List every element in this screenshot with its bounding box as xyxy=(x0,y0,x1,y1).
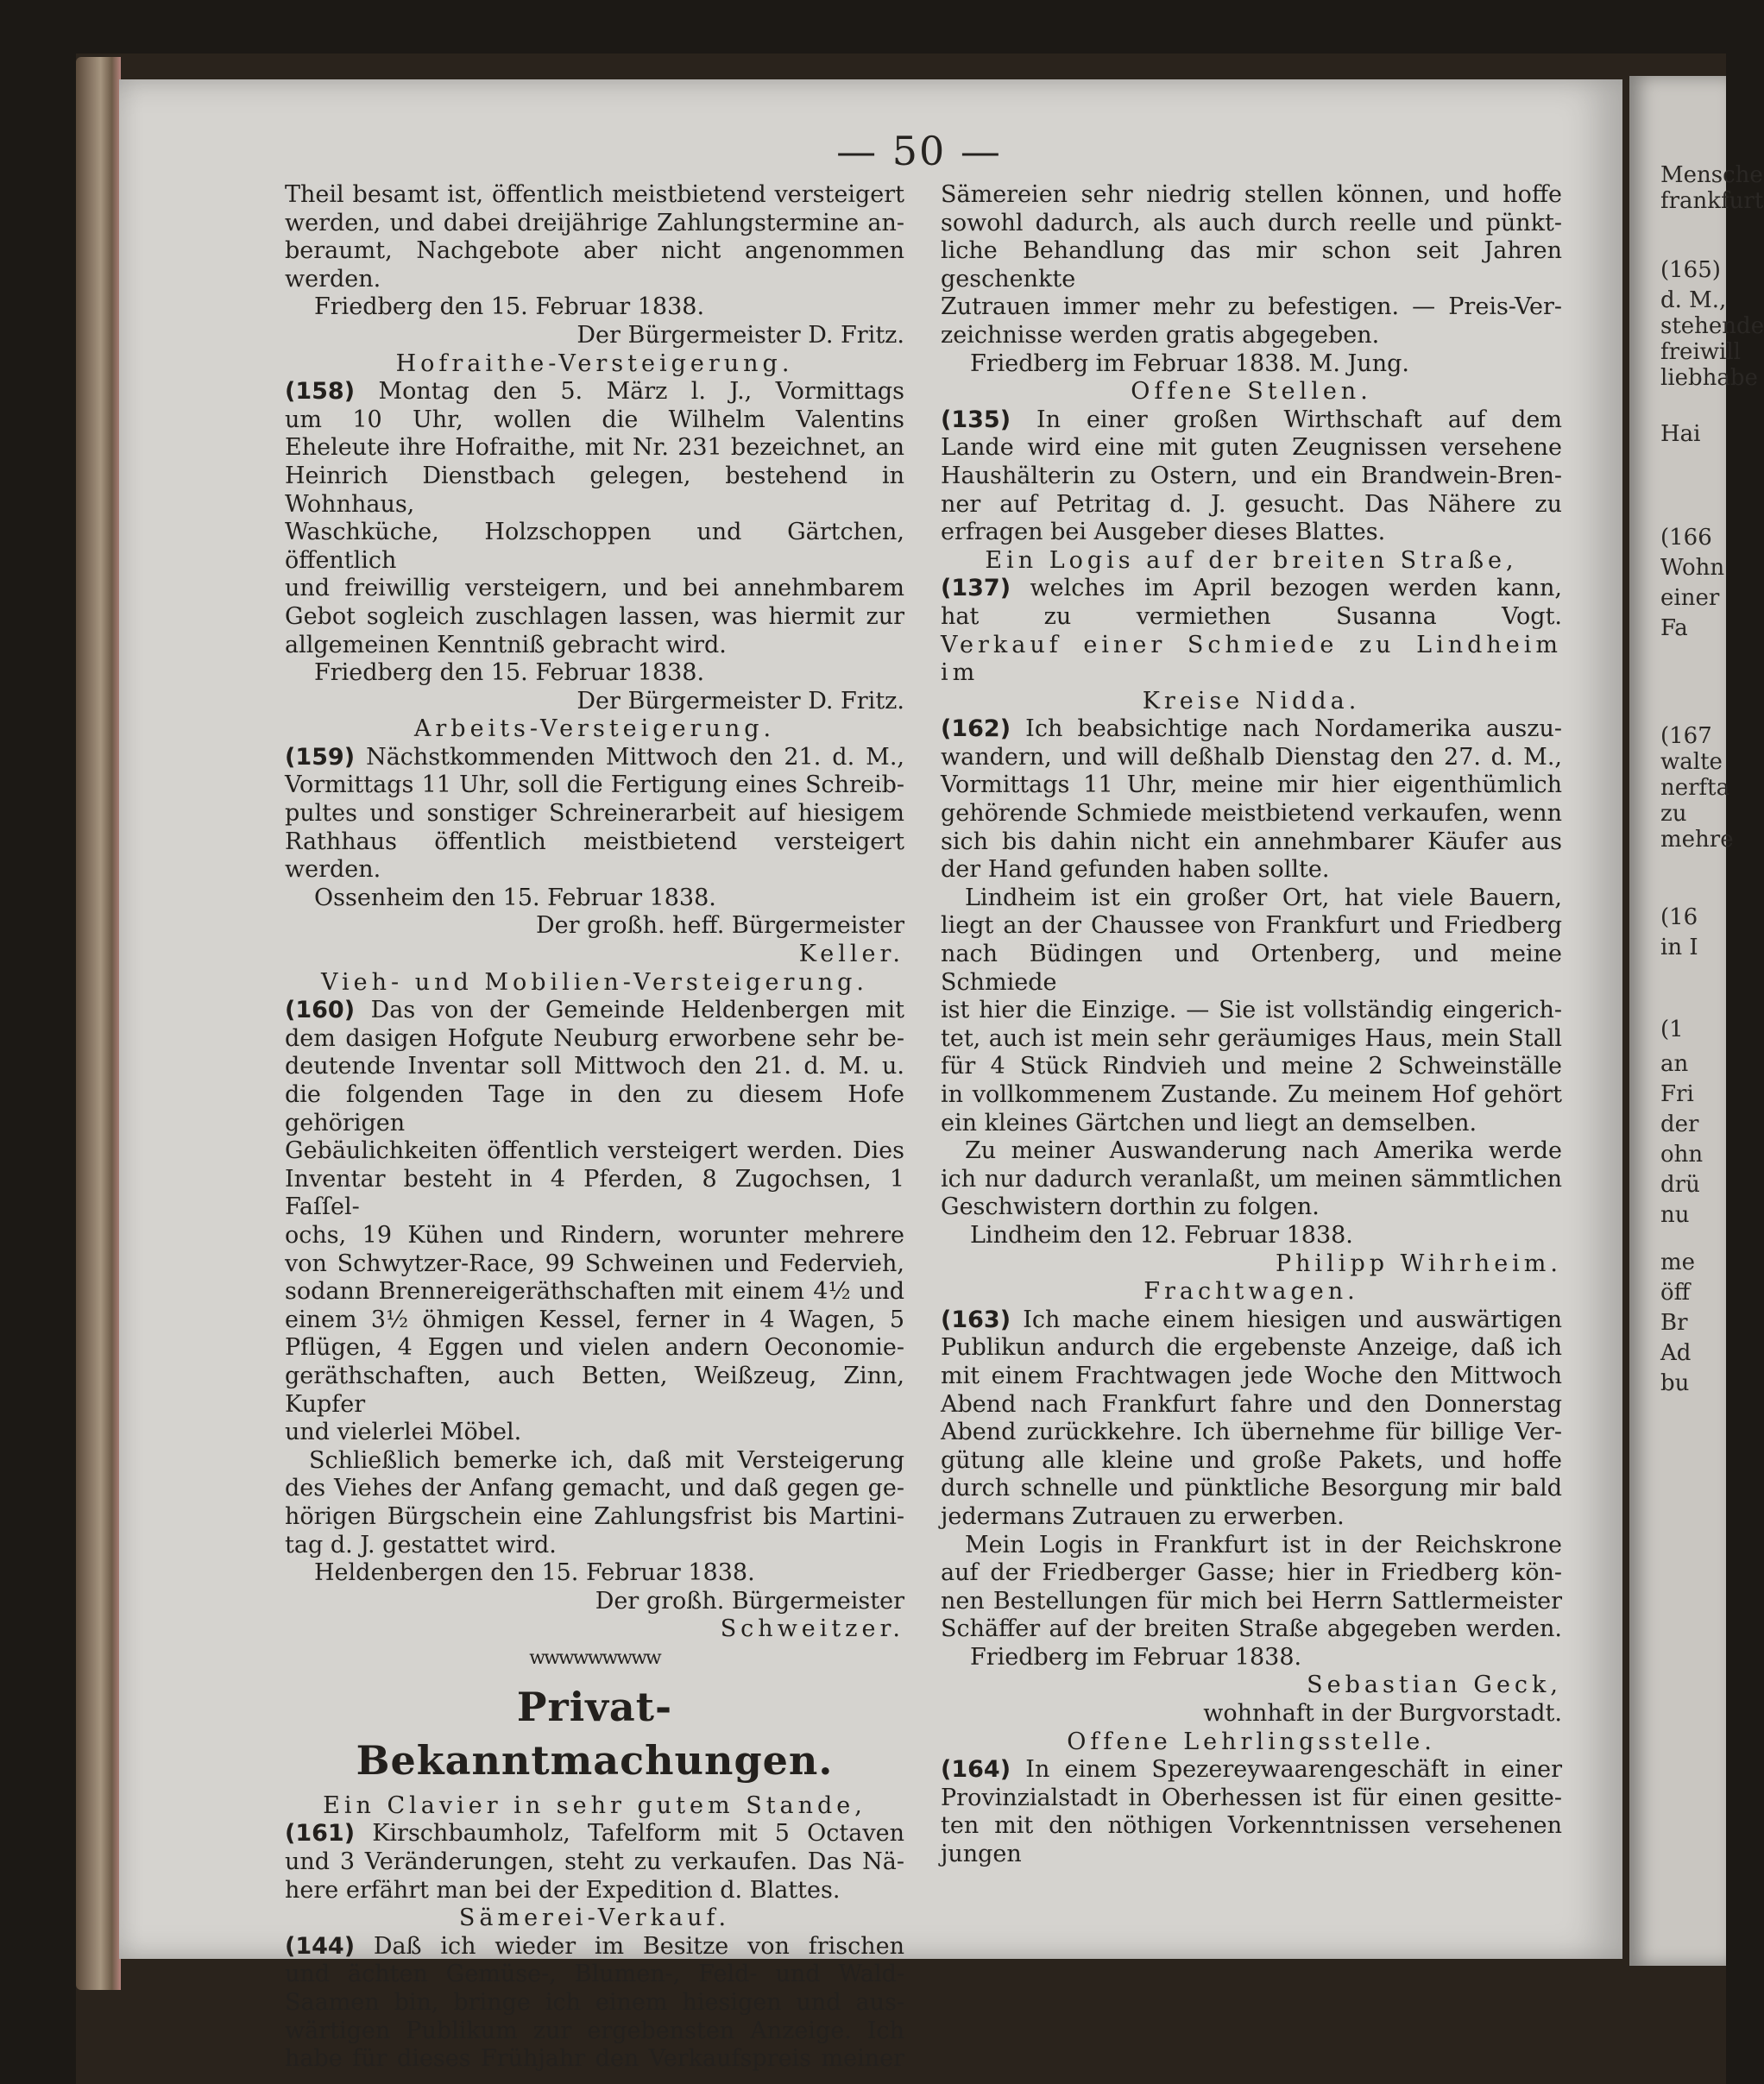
line-text: Arbeits-Versteigerung. xyxy=(413,715,776,743)
line-text: ten mit den nöthigen Vorkenntnissen versehenen jungen xyxy=(941,1812,1562,1868)
text-line xyxy=(941,350,1562,379)
line-text: Zu meiner Auswanderung nach Amerika werde xyxy=(965,1137,1562,1165)
line-text: wärtigen Publikum zur ergebensten Anzeige. Ich xyxy=(285,2017,904,2044)
line-text: zeichnisse werden gratis abgegeben. xyxy=(941,321,1380,349)
text-line xyxy=(941,1756,1562,1785)
text-line xyxy=(285,2045,904,2074)
line-text: erfragen bei Ausgeber dieses Blattes. xyxy=(941,519,1386,546)
text-line xyxy=(285,519,904,575)
facing-page-fragment: freiwill xyxy=(1660,339,1741,365)
text-line xyxy=(285,293,904,322)
text-line xyxy=(941,688,1562,716)
line-text: Frachtwagen. xyxy=(1143,1278,1359,1306)
line-text: hörigen Bürgschein eine Zahlungsfrist bis Martini- xyxy=(285,1502,904,1530)
right-column xyxy=(941,181,1562,1869)
text-line xyxy=(285,1820,904,1848)
text-line xyxy=(285,688,904,716)
facing-page-fragment: Wohn xyxy=(1660,555,1725,581)
line-text: Philipp Wihrheim. xyxy=(1275,1250,1562,1277)
line-text: Friedberg den 15. Februar 1838. xyxy=(314,293,705,321)
text-line xyxy=(285,1792,904,1821)
text-line xyxy=(941,1391,1562,1420)
line-text: hat zu vermiethen Susanna Vogt. xyxy=(941,602,1562,630)
text-line xyxy=(285,1053,904,1081)
line-text: Pflügen, 4 Eggen und vielen andern Oeconomie- xyxy=(285,1334,904,1362)
text-line xyxy=(285,1559,904,1588)
text-line xyxy=(941,997,1562,1025)
text-line xyxy=(941,575,1562,603)
line-text: In einer großen Wirthschaft auf dem xyxy=(1036,406,1562,433)
line-text: Verkauf einer Schmiede zu Lindheim im xyxy=(941,631,1562,687)
text-line xyxy=(941,293,1562,322)
facing-page xyxy=(1629,76,1764,1966)
text-line xyxy=(285,800,904,828)
line-text: der Hand gefunden haben sollte. xyxy=(941,856,1330,884)
line-text: Vormittags 11 Uhr, meine mir hier eigenthümlich xyxy=(941,771,1562,799)
line-text: Waschküche, Holzschoppen und Gärtchen, öffentlich xyxy=(285,519,904,574)
line-text: nach Büdingen und Ortenberg, und meine Schmiede xyxy=(941,941,1562,996)
text-line xyxy=(285,434,904,463)
line-text: Friedberg im Februar 1838. M. Jung. xyxy=(970,349,1409,377)
text-line xyxy=(285,1137,904,1166)
text-line xyxy=(285,1447,904,1476)
line-text: nen Bestellungen für mich bei Herrn Sattlermeister xyxy=(941,1587,1562,1615)
facing-page-fragment: öff xyxy=(1660,1280,1691,1306)
line-text: Saamen bin, bringe ich einem hiesigen und aus- xyxy=(285,1989,904,2017)
line-text: tet, auch ist mein sehr geräumiges Haus, mein Stall xyxy=(941,1024,1562,1052)
text-line xyxy=(285,2018,904,2046)
text-line xyxy=(285,912,904,941)
facing-page-fragment: liebhabe xyxy=(1660,365,1758,391)
text-line xyxy=(941,1250,1562,1279)
text-line xyxy=(941,491,1562,519)
text-line xyxy=(941,912,1562,941)
notice-number: (164) xyxy=(941,1756,1011,1784)
facing-page-fragment: Fri xyxy=(1660,1081,1694,1107)
line-text: Lande wird eine mit guten Zeugnissen versehene xyxy=(941,434,1562,462)
line-text: Inventar besteht in 4 Pferden, 8 Zugochsen, 1 Faſſel- xyxy=(285,1165,904,1221)
text-line xyxy=(941,434,1562,463)
text-line xyxy=(285,575,904,603)
line-text: Vormittags 11 Uhr, soll die Fertigung eines Schreib- xyxy=(285,771,904,799)
text-line xyxy=(285,181,904,210)
text-line xyxy=(285,1848,904,1877)
line-text: Daß ich wieder im Besitze von frischen xyxy=(373,1932,904,1960)
line-text: ich nur dadurch veranlaßt, um meinen sämmtlichen xyxy=(941,1165,1562,1193)
line-text: Keller. xyxy=(798,941,904,968)
text-line xyxy=(285,1961,904,1989)
facing-page-fragment: frankfurt xyxy=(1660,188,1764,214)
left-column-part-2 xyxy=(285,1792,904,2074)
line-text: Montag den 5. März l. J., Vormittags xyxy=(378,378,904,406)
line-text: ist hier die Einzige. — Sie ist vollständig eingerich- xyxy=(941,997,1562,1024)
text-line xyxy=(941,1447,1562,1476)
facing-page-fragment: me xyxy=(1660,1250,1696,1275)
line-text: Offene Lehrlingsstelle. xyxy=(1067,1728,1436,1755)
line-text: Kirschbaumholz, Tafelform mit 5 Octaven xyxy=(372,1820,904,1848)
book-spine xyxy=(76,57,121,1990)
text-line xyxy=(941,744,1562,772)
text-line xyxy=(941,1053,1562,1081)
line-text: Geschwistern dorthin zu folgen. xyxy=(941,1193,1320,1221)
text-line xyxy=(285,1532,904,1560)
facing-page-fragment: bu xyxy=(1660,1370,1690,1396)
text-line xyxy=(941,519,1562,547)
line-text: auf der Friedberger Gasse; hier in Friedberg kön- xyxy=(941,1559,1562,1587)
text-line xyxy=(285,1419,904,1447)
line-text: Kreise Nidda. xyxy=(1142,687,1361,715)
facing-page-fragment: stehende xyxy=(1660,313,1764,339)
text-line xyxy=(285,210,904,238)
facing-page-fragment: nerfta xyxy=(1660,775,1730,801)
text-line xyxy=(941,885,1562,913)
text-line xyxy=(285,659,904,688)
line-text: Hofraithe-Versteigerung. xyxy=(395,349,794,377)
line-text: Friedberg im Februar 1838. xyxy=(970,1643,1302,1671)
line-text: Der großh. heff. Bürgermeister xyxy=(535,912,904,940)
text-line xyxy=(941,237,1562,293)
facing-page-fragment: der xyxy=(1660,1111,1699,1137)
text-line xyxy=(941,378,1562,406)
left-column-part-1 xyxy=(285,181,904,1644)
facing-page-fragment: Mensche xyxy=(1660,162,1763,188)
text-line xyxy=(285,1278,904,1306)
text-line xyxy=(941,1588,1562,1616)
line-text: Sämereien sehr niedrig stellen können, und hoffe xyxy=(941,181,1562,208)
line-text: Lindheim ist ein großer Ort, hat viele Bauern, xyxy=(965,884,1562,911)
notice-number: (137) xyxy=(941,575,1011,602)
facing-page-fragment: (1 xyxy=(1660,1017,1684,1042)
line-text: Gebäulichkeiten öffentlich versteigert werden. Dies xyxy=(285,1137,904,1165)
line-text: Friedberg den 15. Februar 1838. xyxy=(314,659,705,687)
text-line xyxy=(285,1222,904,1250)
facing-page-fragment: (167 xyxy=(1660,723,1712,749)
line-text: Der Bürgermeister D. Fritz. xyxy=(576,687,904,715)
text-line xyxy=(941,1532,1562,1560)
text-line xyxy=(941,1222,1562,1250)
text-line xyxy=(941,1700,1562,1728)
text-line xyxy=(941,800,1562,828)
line-text: Das von der Gemeinde Heldenbergen mit xyxy=(370,997,904,1024)
text-line xyxy=(941,1644,1562,1672)
line-text: mit einem Frachtwagen jede Woche den Mittwoch xyxy=(941,1362,1562,1389)
text-line xyxy=(285,1166,904,1222)
line-text: Zutrauen immer mehr zu befestigen. — Preis-Ver- xyxy=(941,293,1562,321)
facing-page-fragment: ohn xyxy=(1660,1142,1704,1168)
line-text: des Viehes der Anfang gemacht, und daß gegen ge- xyxy=(285,1475,904,1502)
text-line xyxy=(941,1025,1562,1054)
text-line xyxy=(285,969,904,998)
facing-page-fragment: (165) xyxy=(1660,257,1721,283)
line-text: ochs, 19 Kühen und Rindern, worunter mehrere xyxy=(285,1221,904,1249)
text-line xyxy=(285,1475,904,1503)
line-text: Ich mache einem hiesigen und auswärtigen xyxy=(1023,1306,1562,1333)
facing-page-fragment: d. M., xyxy=(1660,287,1727,313)
text-line xyxy=(285,1334,904,1363)
facing-page-fragment: Hai xyxy=(1660,421,1701,447)
line-text: Mein Logis in Frankfurt ist in der Reichskrone xyxy=(965,1531,1562,1558)
facing-page-fragment: Ad xyxy=(1660,1340,1692,1366)
notice-number: (135) xyxy=(941,406,1011,433)
text-line xyxy=(941,1110,1562,1138)
text-line xyxy=(941,715,1562,744)
text-line xyxy=(285,1905,904,1933)
line-text: Lindheim den 12. Februar 1838. xyxy=(970,1221,1353,1249)
text-line xyxy=(941,1728,1562,1757)
line-text: In einem Spezereywaarengeschäft in einer xyxy=(1025,1756,1562,1784)
line-text: here erfährt man bei der Expedition d. Blattes. xyxy=(285,1876,841,1904)
text-line xyxy=(285,997,904,1025)
line-text: Eheleute ihre Hofraithe, mit Nr. 231 bezeichnet, an xyxy=(285,434,904,462)
text-line xyxy=(941,1193,1562,1222)
notice-number: (163) xyxy=(941,1306,1011,1333)
line-text: Sebastian Geck, xyxy=(1307,1672,1562,1699)
text-line xyxy=(285,941,904,969)
line-text: geräthschaften, auch Betten, Weißzeug, Zinn, Kupfer xyxy=(285,1362,904,1418)
text-line xyxy=(285,715,904,744)
line-text: Gebot sogleich zuschlagen lassen, was hiermit zur xyxy=(285,602,904,630)
notice-number: (160) xyxy=(285,997,356,1024)
line-text: und 3 Veränderungen, steht zu verkaufen. Das Nä- xyxy=(285,1848,904,1876)
line-text: allgemeinen Kenntniß gebracht wird. xyxy=(285,631,727,658)
line-text: jedermans Zutrauen zu erwerben. xyxy=(941,1502,1345,1530)
line-text: welches im April bezogen werden kann, xyxy=(1030,575,1562,602)
text-line xyxy=(941,856,1562,885)
page-number: — 50 — xyxy=(836,128,1002,174)
line-text: sodann Brennereigeräthschaften mit einem 4½ und xyxy=(285,1278,904,1306)
text-line xyxy=(941,1615,1562,1644)
text-line xyxy=(941,181,1562,210)
text-line xyxy=(941,1137,1562,1166)
line-text: Schließlich bemerke ich, daß mit Versteigerung xyxy=(309,1446,904,1474)
text-line xyxy=(941,1503,1562,1532)
facing-page-fragment: Fa xyxy=(1660,615,1688,641)
text-line xyxy=(285,237,904,293)
line-text: Heinrich Dienstbach gelegen, bestehend in Wohnhaus, xyxy=(285,462,904,518)
text-line xyxy=(285,1877,904,1905)
line-text: von Schwytzer-Race, 99 Schweinen und Federvieh, xyxy=(285,1250,904,1277)
line-text: wandern, und will deßhalb Dienstag den 27. d. M., xyxy=(941,743,1562,771)
line-text: Offene Stellen. xyxy=(1131,378,1372,406)
line-text: Publikun andurch die ergebenste Anzeige, daß ich xyxy=(941,1334,1562,1362)
text-line xyxy=(941,941,1562,997)
text-line xyxy=(941,1081,1562,1110)
text-line xyxy=(941,603,1562,632)
text-line xyxy=(941,632,1562,688)
line-text: einem 3½ öhmigen Kessel, ferner in 4 Wagen, 5 xyxy=(285,1306,904,1333)
line-text: Abend zurückkehre. Ich übernehme für billige Ver- xyxy=(941,1419,1562,1446)
line-text: um 10 Uhr, wollen die Wilhelm Valentins xyxy=(285,406,904,433)
text-line xyxy=(285,1081,904,1137)
line-text: und vielerlei Möbel. xyxy=(285,1419,522,1446)
line-text: Haushälterin zu Ostern, und ein Brandwein-Bren- xyxy=(941,462,1562,489)
text-line xyxy=(285,828,904,885)
text-line xyxy=(285,1989,904,2018)
text-line xyxy=(285,350,904,379)
line-text: liche Behandlung das mir schon seit Jahren geschenkte xyxy=(941,237,1562,293)
text-line xyxy=(285,406,904,435)
line-text: werden, und dabei dreijährige Zahlungstermine an- xyxy=(285,209,904,236)
line-text: pultes und sonstiger Schreinerarbeit auf hiesigem xyxy=(285,800,904,828)
facing-page-fragment: mehre xyxy=(1660,827,1734,853)
line-text: Ich beabsichtige nach Nordamerika auszu- xyxy=(1025,715,1562,743)
text-line xyxy=(285,1306,904,1335)
text-line xyxy=(941,1166,1562,1194)
text-line xyxy=(941,828,1562,857)
facing-page-fragment: nu xyxy=(1660,1202,1690,1228)
line-text: Ein Logis auf der breiten Straße, xyxy=(985,546,1518,574)
notice-number: (159) xyxy=(285,743,356,771)
text-line xyxy=(285,1503,904,1532)
line-text: beraumt, Nachgebote aber nicht angenommen werden. xyxy=(285,237,904,293)
text-line xyxy=(285,1363,904,1419)
text-line xyxy=(285,744,904,772)
line-text: Heldenbergen den 15. Februar 1838. xyxy=(314,1559,755,1587)
notice-number: (144) xyxy=(285,1932,356,1960)
line-text: durch schnelle und pünktliche Besorgung mir bald xyxy=(941,1475,1562,1502)
text-line xyxy=(285,322,904,350)
line-text: Schweitzer. xyxy=(720,1615,904,1643)
line-text: dem dasigen Hofgute Neuburg erworbene sehr be- xyxy=(285,1024,904,1052)
line-text: Ein Clavier in sehr gutem Stande, xyxy=(323,1791,866,1819)
line-text: deutende Inventar soll Mittwoch den 21. d. M. u. xyxy=(285,1053,904,1080)
section-heading: Privat-Bekanntmachungen. xyxy=(356,1683,834,1784)
line-text: wohnhaft in der Burgvorstadt. xyxy=(1203,1700,1562,1728)
facing-page-fragment: (166 xyxy=(1660,525,1712,551)
text-line xyxy=(941,463,1562,491)
section-rule: wwwwwwwww xyxy=(529,1646,660,1669)
text-line xyxy=(285,885,904,913)
facing-page-fragment: (16 xyxy=(1660,904,1698,930)
line-text: in vollkommenem Zustande. Zu meinem Hof gehört xyxy=(941,1081,1562,1108)
text-line xyxy=(285,771,904,800)
text-line xyxy=(285,1933,904,1961)
text-line xyxy=(285,463,904,519)
text-line xyxy=(941,1334,1562,1363)
text-line xyxy=(285,1588,904,1616)
text-line xyxy=(941,1672,1562,1700)
line-text: ein kleines Gärtchen und liegt an demselben. xyxy=(941,1109,1477,1136)
text-line xyxy=(941,1419,1562,1447)
text-line xyxy=(285,1250,904,1279)
line-text: Theil besamt ist, öffentlich meistbietend versteigert xyxy=(285,181,904,208)
text-line xyxy=(941,1306,1562,1335)
line-text: die folgenden Tage in den zu diesem Hofe gehörigen xyxy=(285,1081,904,1136)
line-text: liegt an der Chaussee von Frankfurt und Friedberg xyxy=(941,912,1562,940)
facing-page-fragment: in I xyxy=(1660,935,1698,960)
text-line xyxy=(941,1812,1562,1868)
line-text: Schäffer auf der breiten Straße abgegeben werden. xyxy=(941,1615,1562,1643)
facing-page-fragment: an xyxy=(1660,1051,1689,1077)
line-text: ner auf Petritag d. J. gesucht. Das Nähere zu xyxy=(941,490,1562,518)
facing-page-fragment: drü xyxy=(1660,1172,1700,1198)
line-text: Ossenheim den 15. Februar 1838. xyxy=(314,884,716,911)
text-line xyxy=(941,1363,1562,1391)
notice-number: (158) xyxy=(285,378,356,406)
text-line xyxy=(941,547,1562,576)
notice-number: (162) xyxy=(941,715,1011,743)
line-text: Sämerei-Verkauf. xyxy=(458,1905,731,1932)
line-text: Provinzialstadt in Oberhessen ist für einen gesitte- xyxy=(941,1784,1562,1811)
line-text: Nächstkommenden Mittwoch den 21. d. M., xyxy=(366,743,904,771)
line-text: sowohl dadurch, als auch durch reelle und pünkt- xyxy=(941,209,1562,236)
line-text: Vieh- und Mobilien-Versteigerung. xyxy=(320,968,869,996)
text-line xyxy=(941,1559,1562,1588)
facing-page-fragment: zu xyxy=(1660,801,1687,827)
notice-number: (161) xyxy=(285,1820,356,1848)
line-text: tag d. J. gestattet wird. xyxy=(285,1531,557,1558)
facing-page-fragment: einer xyxy=(1660,585,1720,611)
text-line xyxy=(941,1278,1562,1306)
facing-page-fragment: Br xyxy=(1660,1310,1688,1336)
text-line xyxy=(941,322,1562,350)
line-text: für 4 Stück Rindvieh und meine 2 Schweinställe xyxy=(941,1053,1562,1080)
text-line xyxy=(285,1025,904,1054)
line-text: Der Bürgermeister D. Fritz. xyxy=(576,321,904,349)
text-line xyxy=(285,1615,904,1644)
text-line xyxy=(941,210,1562,238)
left-column xyxy=(285,181,904,2074)
facing-page-fragment: walte xyxy=(1660,749,1723,775)
line-text: habe für dieses Frühjahr den Verkaufspreis meiner xyxy=(285,2045,904,2073)
text-line xyxy=(941,1785,1562,1813)
text-line xyxy=(285,603,904,632)
text-line xyxy=(285,378,904,406)
line-text: gütung alle kleine und große Pakets, und hoffe xyxy=(941,1446,1562,1474)
text-line xyxy=(941,406,1562,435)
line-text: sich bis dahin nicht ein annehmbarer Käufer aus xyxy=(941,828,1562,855)
line-text: Abend nach Frankfurt fahre und den Donnerstag xyxy=(941,1390,1562,1418)
line-text: und freiwillig versteigern, und bei annehmbarem xyxy=(285,575,904,602)
line-text: Rathhaus öffentlich meistbietend versteigert werden. xyxy=(285,828,904,884)
text-line xyxy=(941,771,1562,800)
text-line xyxy=(941,1475,1562,1503)
text-line xyxy=(285,632,904,660)
line-text: gehörende Schmiede meistbietend verkaufen, wenn xyxy=(941,800,1562,828)
line-text: Der großh. Bürgermeister xyxy=(595,1587,904,1615)
line-text: und ächten Gemüse-, Blumen-, Feld- und Wald- xyxy=(285,1961,904,1988)
